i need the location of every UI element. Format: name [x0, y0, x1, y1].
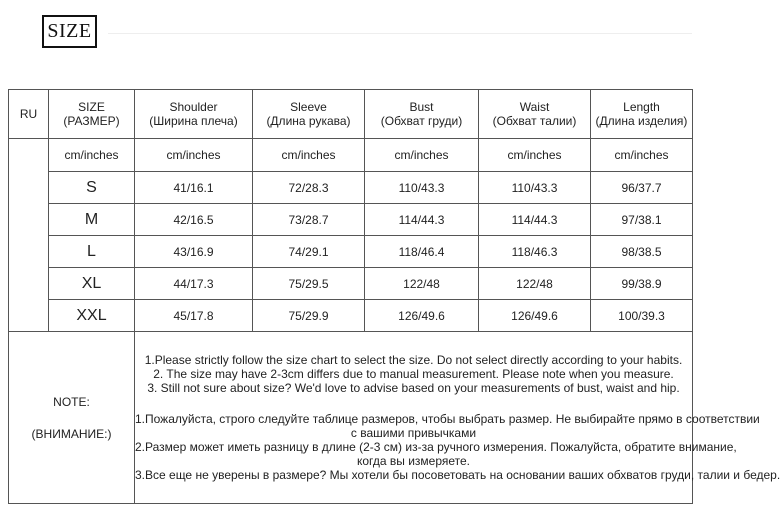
note-line: 3.Все еще не уверены в размере? Мы хотели бы посоветовать на основании ваших обхватов груди, талии и бедер.	[135, 468, 780, 483]
unit-cell: cm/inches	[49, 139, 135, 172]
length-cell: 98/38.5	[591, 236, 693, 268]
note-line: когда вы измеряете.	[356, 454, 471, 469]
header-waist: Waist (Обхват талии)	[479, 90, 591, 139]
size-chart-table	[8, 89, 780, 504]
header-size: SIZE (РАЗМЕР)	[49, 90, 135, 139]
note-line: с вашими привычками	[350, 426, 477, 441]
note-line: 1.Пожалуйста, строго следуйте таблице размеров, чтобы выбрать размер. Не выбирайте прямо в соответствии	[135, 412, 760, 427]
table-row	[9, 172, 693, 204]
header-bust: Bust (Обхват груди)	[365, 90, 479, 139]
size-badge: SIZE	[42, 15, 97, 48]
waist-cell: 126/49.6	[479, 300, 591, 332]
waist-cell: 110/43.3	[479, 172, 591, 204]
unit-cell: cm/inches	[135, 139, 253, 172]
sleeve-cell: 72/28.3	[253, 172, 365, 204]
sleeve-cell: 73/28.7	[253, 204, 365, 236]
shoulder-cell: 42/16.5	[135, 204, 253, 236]
table-row	[9, 204, 693, 236]
divider	[108, 33, 692, 34]
length-cell: 99/38.9	[591, 268, 693, 300]
size-cell: XL	[49, 268, 135, 300]
length-cell: 97/38.1	[591, 204, 693, 236]
unit-row	[9, 139, 693, 172]
sleeve-cell: 75/29.5	[253, 268, 365, 300]
sleeve-cell: 74/29.1	[253, 236, 365, 268]
waist-cell: 114/44.3	[479, 204, 591, 236]
note-line: 3. Still not sure about size? We'd love to advise based on your measurements of bust, waist and hip.	[147, 380, 680, 395]
table-row	[9, 268, 693, 300]
header-length: Length (Длина изделия)	[591, 90, 693, 139]
shoulder-cell: 44/17.3	[135, 268, 253, 300]
note-row	[9, 332, 693, 504]
length-cell: 100/39.3	[591, 300, 693, 332]
ru-column-cell	[9, 139, 49, 332]
size-cell: S	[49, 172, 135, 204]
bust-cell: 122/48	[365, 268, 479, 300]
note-text	[135, 332, 780, 504]
bust-cell: 110/43.3	[365, 172, 479, 204]
unit-cell: cm/inches	[591, 139, 693, 172]
note-line: 1.Please strictly follow the size chart to select the size. Do not select directly according to your habits.	[144, 352, 683, 367]
bust-cell: 114/44.3	[365, 204, 479, 236]
size-cell: M	[49, 204, 135, 236]
length-cell: 96/37.7	[591, 172, 693, 204]
bust-cell: 126/49.6	[365, 300, 479, 332]
note-line: 2.Размер может иметь разницу в длине (2-3 см) из-за ручного измерения. Пожалуйста, обратите внимание,	[135, 440, 737, 455]
waist-cell: 118/46.3	[479, 236, 591, 268]
header-ru: RU	[9, 90, 49, 139]
shoulder-cell: 41/16.1	[135, 172, 253, 204]
header-row	[9, 90, 693, 139]
waist-cell: 122/48	[479, 268, 591, 300]
header-sleeve: Sleeve (Длина рукава)	[253, 90, 365, 139]
size-cell: L	[49, 236, 135, 268]
unit-cell: cm/inches	[253, 139, 365, 172]
note-line: 2. The size may have 2-3cm differs due to manual measurement. Please note when you measure.	[153, 366, 674, 381]
unit-cell: cm/inches	[479, 139, 591, 172]
note-spacer	[135, 395, 692, 413]
unit-cell: cm/inches	[365, 139, 479, 172]
sleeve-cell: 75/29.9	[253, 300, 365, 332]
note-label: NOTE: (ВНИМАНИЕ:)	[9, 332, 135, 504]
shoulder-cell: 45/17.8	[135, 300, 253, 332]
table-row	[9, 236, 693, 268]
header-shoulder: Shoulder (Ширина плеча)	[135, 90, 253, 139]
size-cell: XXL	[49, 300, 135, 332]
bust-cell: 118/46.4	[365, 236, 479, 268]
table-row	[9, 300, 693, 332]
shoulder-cell: 43/16.9	[135, 236, 253, 268]
